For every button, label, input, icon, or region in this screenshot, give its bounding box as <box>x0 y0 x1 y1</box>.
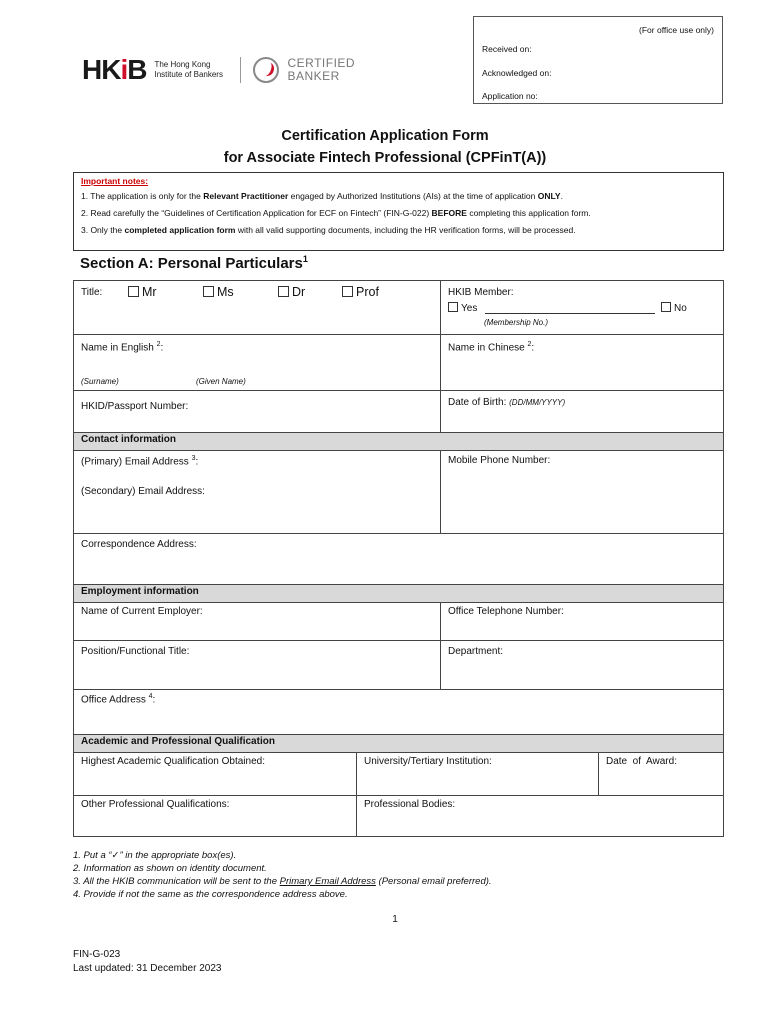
title-label: Title: <box>81 287 103 298</box>
primary-email-label: (Primary) Email Address $^3$: <box>81 455 199 468</box>
university-label: University/Tertiary Institution: <box>364 756 492 767</box>
title-cell <box>73 280 441 335</box>
hkib-logo <box>82 52 355 88</box>
employer-label: Name of Current Employer: <box>81 606 203 617</box>
dob-label: Date of Birth: (DD/MM/YYYY) <box>448 397 566 408</box>
logo-certified-banker: CERTIFIED BANKER <box>287 56 356 83</box>
document-footer <box>73 948 221 976</box>
hkib-member-yes[interactable]: Yes <box>448 303 477 314</box>
logo-institute-name: The Hong Kong Institute of Bankers <box>154 60 223 79</box>
highest-qualification-cell[interactable] <box>73 752 357 796</box>
surname-hint: (Surname) <box>81 377 119 386</box>
checkbox-icon[interactable] <box>448 302 458 312</box>
highest-qualification-label: Highest Academic Qualification Obtained: <box>81 756 265 767</box>
professional-bodies-cell[interactable] <box>356 795 724 837</box>
application-no-field[interactable]: Application no: <box>482 91 538 101</box>
office-telephone-cell[interactable] <box>440 602 724 641</box>
position-label: Position/Functional Title: <box>81 646 190 657</box>
title-option-dr[interactable]: Dr <box>278 285 305 299</box>
checkbox-icon[interactable] <box>661 302 671 312</box>
section-a-title: Section A: Personal Particulars$^1$ <box>80 254 308 272</box>
important-notes-title: Important notes: <box>81 176 149 186</box>
date-of-award-cell[interactable] <box>598 752 724 796</box>
employment-information-header: Employment information <box>73 584 724 603</box>
name-chinese-cell[interactable] <box>440 334 724 391</box>
footnote-2: 2. Information as shown on identity document. <box>73 863 267 874</box>
hkib-member-label: HKIB Member: <box>448 287 514 298</box>
professional-bodies-label: Professional Bodies: <box>364 799 456 810</box>
form-title-line1: Certification Application Form <box>281 128 489 144</box>
title-option-mr[interactable]: Mr <box>128 285 157 299</box>
membership-no-input[interactable] <box>485 313 655 314</box>
correspondence-address-cell[interactable] <box>73 533 724 585</box>
secondary-email-label: (Secondary) Email Address: <box>81 486 205 498</box>
note-3: 3. Only the completed application form with all valid supporting documents, including the HR verification forms, will be processed. <box>81 225 576 235</box>
mobile-cell[interactable] <box>440 450 724 534</box>
certified-banker-seal-icon <box>253 57 279 83</box>
document-code: FIN-G-023 <box>73 949 121 960</box>
footnote-3: 3. All the HKIB communication will be sent to the Primary Email Address (Personal email preferred). <box>73 876 492 887</box>
name-english-label: Name in English $^2$: <box>81 341 164 354</box>
email-cell[interactable] <box>73 450 441 534</box>
logo-divider <box>240 57 241 83</box>
name-english-cell[interactable] <box>73 334 441 391</box>
name-chinese-label: Name in Chinese $^2$: <box>448 341 535 354</box>
employer-cell[interactable] <box>73 602 441 641</box>
other-qualifications-cell[interactable] <box>73 795 357 837</box>
page-number: 1 <box>392 914 398 925</box>
hkib-member-no[interactable]: No <box>661 302 687 314</box>
form-title-line2: for Associate Fintech Professional (CPFinT(A)) <box>223 150 547 166</box>
hkid-cell[interactable] <box>73 390 441 433</box>
date-of-award-label: Date of Award: <box>606 756 677 767</box>
academic-qualification-header: Academic and Professional Qualification <box>73 734 724 753</box>
title-option-ms[interactable]: Ms <box>203 285 234 299</box>
acknowledged-on-field[interactable]: Acknowledged on: <box>482 68 552 78</box>
given-name-hint: (Given Name) <box>196 377 246 386</box>
checkbox-icon[interactable] <box>342 286 353 297</box>
office-use-title: (For office use only) <box>639 25 714 35</box>
hkib-member-cell <box>440 280 724 335</box>
hkid-label: HKID/Passport Number: <box>81 401 189 412</box>
checkbox-icon[interactable] <box>128 286 139 297</box>
office-use-box <box>473 16 723 104</box>
department-cell[interactable] <box>440 640 724 690</box>
title-option-prof[interactable]: Prof <box>342 285 379 299</box>
logo-brand: HKiB <box>82 54 147 85</box>
footnotes <box>73 849 492 901</box>
position-cell[interactable] <box>73 640 441 690</box>
received-on-field[interactable]: Received on: <box>482 44 532 54</box>
office-address-cell[interactable] <box>73 689 724 735</box>
correspondence-address-label: Correspondence Address: <box>81 539 197 550</box>
contact-information-header: Contact information <box>73 432 724 451</box>
dob-cell[interactable] <box>440 390 724 433</box>
office-telephone-label: Office Telephone Number: <box>448 606 564 617</box>
university-cell[interactable] <box>356 752 599 796</box>
last-updated: Last updated: 31 December 2023 <box>73 963 222 974</box>
important-notes-box <box>73 172 724 251</box>
note-1: 1. The application is only for the Relevant Practitioner engaged by Authorized Institutions (AIs) at the time of application ONLY. <box>81 191 563 201</box>
mobile-label: Mobile Phone Number: <box>448 455 551 466</box>
checkbox-icon[interactable] <box>203 286 214 297</box>
other-qualifications-label: Other Professional Qualifications: <box>81 799 230 810</box>
checkbox-icon[interactable] <box>278 286 289 297</box>
note-2: 2. Read carefully the “Guidelines of Certification Application for ECF on Fintech” (FIN-G-022) BEFORE completing this application form. <box>81 208 591 218</box>
membership-no-hint: (Membership No.) <box>484 318 549 327</box>
department-label: Department: <box>448 646 504 657</box>
primary-email-emphasis: Primary Email Address <box>279 876 376 887</box>
footnote-4: 4. Provide if not the same as the correspondence address above. <box>73 889 348 900</box>
office-address-label: Office Address $^4$: <box>81 693 156 706</box>
footnote-1: 1. Put a “✓” in the appropriate box(es). <box>73 850 237 861</box>
